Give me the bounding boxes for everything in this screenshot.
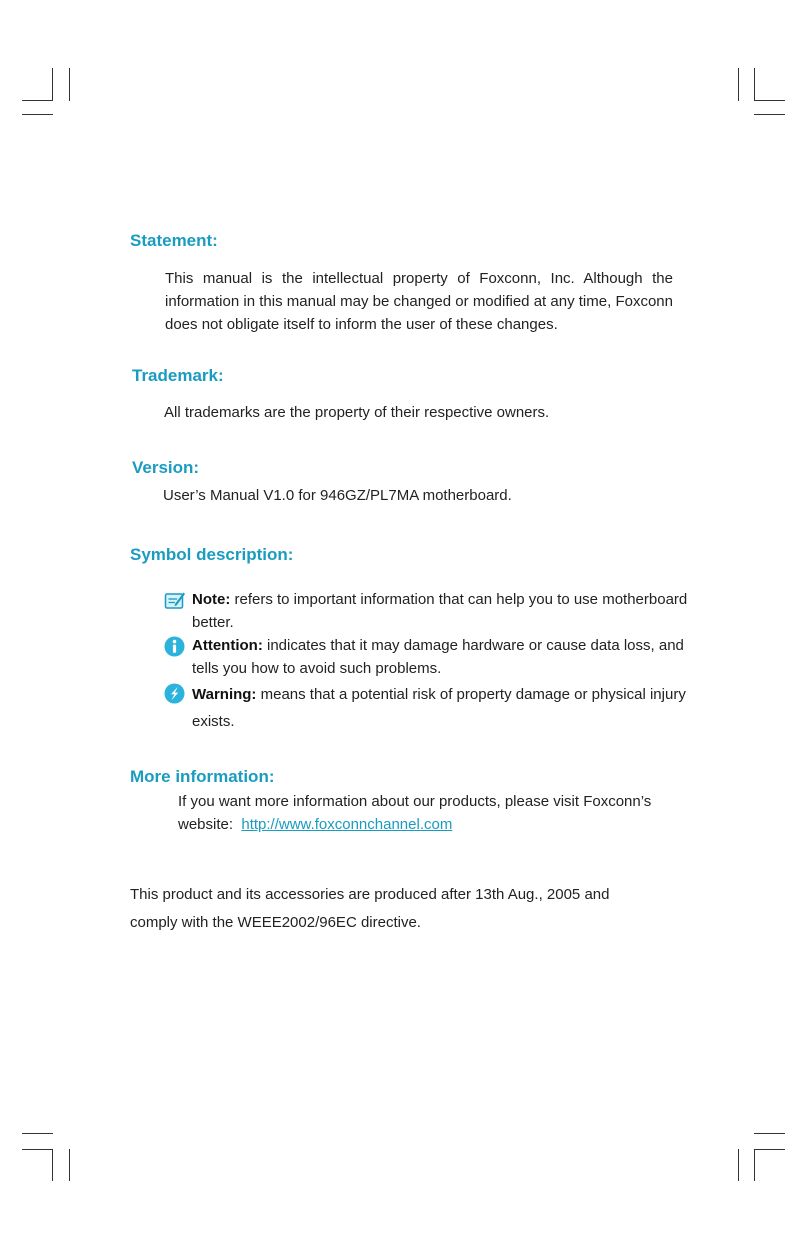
crop-mark (754, 114, 785, 115)
statement-text: This manual is the intellectual property of Foxconn, Inc. Although the information in this manual may be changed or modified at any time, Foxconn does not obligate itself to inform the user of these changes. (165, 270, 673, 333)
warning-label: Warning: (192, 686, 257, 703)
symbols-heading: Symbol description: (130, 545, 294, 564)
crop-mark (754, 1133, 785, 1134)
trademark-heading: Trademark: (132, 366, 224, 385)
version-heading: Version: (132, 458, 200, 477)
crop-mark (738, 68, 739, 101)
website-label: website: (178, 816, 234, 833)
trademark-text: All trademarks are the property of their respective owners. (164, 404, 550, 421)
attention-text (192, 634, 704, 680)
version-text: User’s Manual V1.0 for 946GZ/PL7MA motherboard. (163, 487, 512, 504)
warning-text (192, 681, 704, 735)
website-line (178, 813, 452, 836)
crop-mark (754, 68, 755, 101)
note-text (192, 588, 704, 634)
crop-mark (52, 1149, 53, 1181)
note-label: Note: (192, 591, 231, 608)
crop-mark (754, 100, 785, 101)
note-description: refers to important information that can help you to use motherboard better. (192, 591, 688, 631)
statement-heading: Statement: (130, 231, 218, 250)
attention-icon (164, 636, 185, 657)
crop-mark (69, 68, 70, 101)
crop-mark (69, 1149, 70, 1181)
warning-description: means that a potential risk of property damage or physical injury exists. (192, 686, 686, 730)
crop-mark (52, 68, 53, 101)
crop-mark (22, 100, 53, 101)
crop-mark (754, 1149, 755, 1181)
weee-text: This product and its accessories are produced after 13th Aug., 2005 and comply with the WEEE2002/96EC directive. (130, 886, 610, 931)
crop-mark (22, 114, 53, 115)
crop-mark (754, 1149, 785, 1150)
note-icon (164, 590, 185, 611)
crop-mark (22, 1133, 53, 1134)
more-info-text: If you want more information about our products, please visit Foxconn’s (178, 793, 652, 810)
attention-label: Attention: (192, 637, 263, 654)
foxconn-website-link[interactable]: http://www.foxconnchannel.com (241, 816, 453, 833)
warning-icon (164, 683, 185, 704)
crop-mark (738, 1149, 739, 1181)
attention-description: indicates that it may damage hardware or cause data loss, and tells you how to avoid such problems. (192, 637, 684, 677)
crop-mark (22, 1149, 53, 1150)
more-info-heading: More information: (130, 767, 275, 786)
